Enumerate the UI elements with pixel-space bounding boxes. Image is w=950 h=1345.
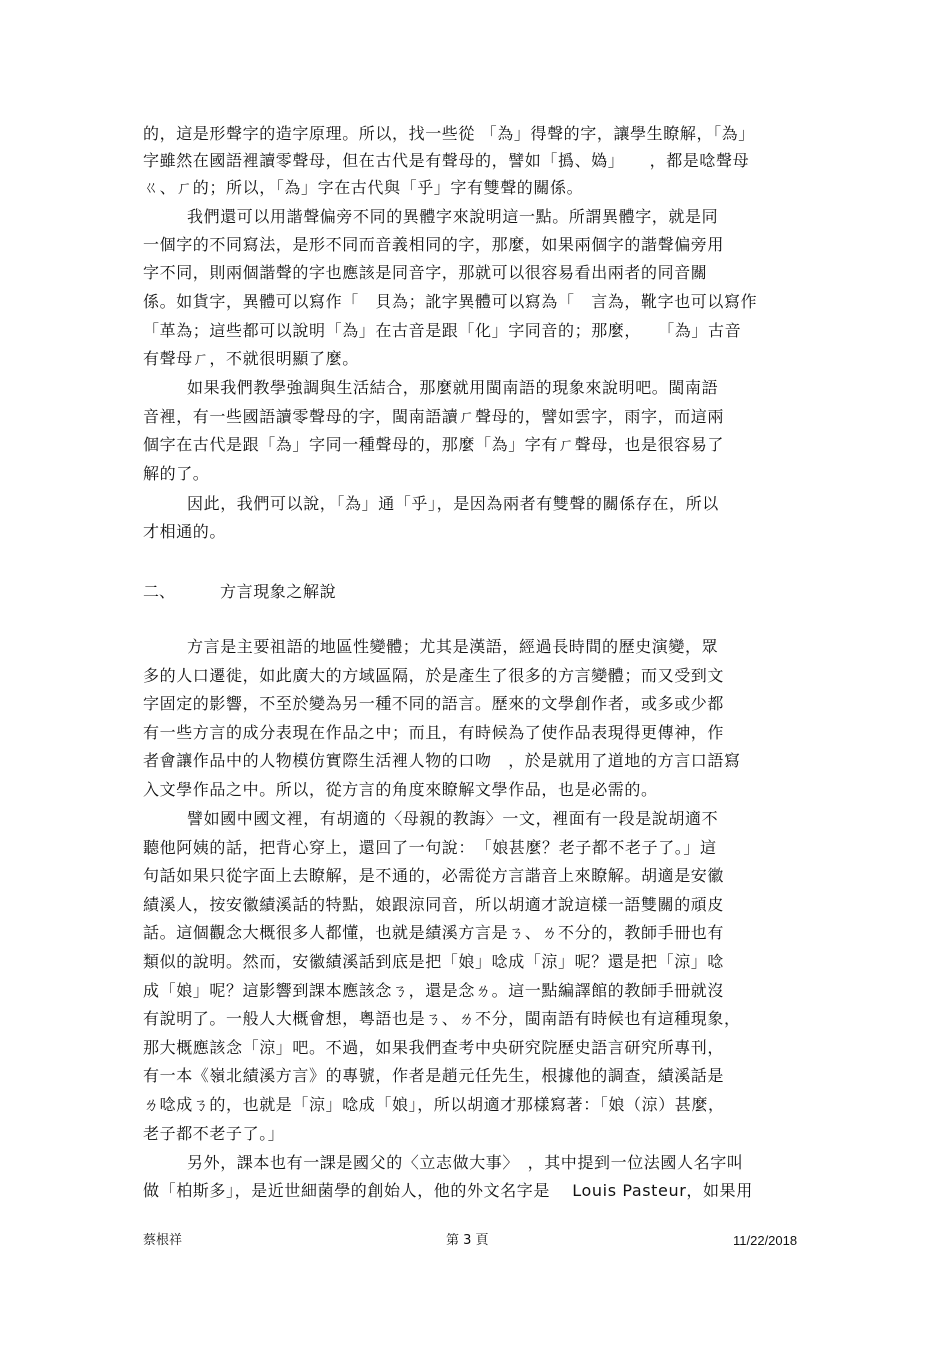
body-line: 類似的說明。然而，安徽績溪話到底是把「娘」唸成「涼」呢？還是把「涼」唸 — [143, 952, 725, 971]
body-line: 如果我們教學強調與生活結合，那麼就用閩南語的現象來說明吧。閩南語 — [187, 378, 719, 397]
body-line: 我們還可以用諧聲偏旁不同的異體字來說明這一點。所謂異體字，就是同 — [187, 207, 719, 226]
body-line: 才相通的。 — [143, 522, 227, 541]
body-line: 「革為；這些都可以說明「為」在古音是跟「化」字同音的；那麼， 「為」古音 — [143, 321, 742, 340]
body-line: 句話如果只從字面上去瞭解，是不通的，必需從方言諧音上來瞭解。胡適是安徽 — [143, 866, 725, 885]
body-line: 字固定的影響，不至於變為另一種不同的語言。歷來的文學創作者，或多或少都 — [143, 694, 725, 713]
body-line: 做「柏斯多」，是近世細菌學的創始人，他的外文名字是 Louis Pasteur，如果用 — [143, 1181, 753, 1200]
body-line: 的，這是形聲字的造字原理。所以，找一些從 「為」得聲的字，讓學生瞭解，「為」 — [143, 124, 755, 143]
body-line: 字不同，則兩個諧聲的字也應該是同音字，那就可以很容易看出兩者的同音關 — [143, 263, 708, 282]
section-number: 二、 — [143, 582, 176, 601]
body-line: 多的人口遷徙，如此廣大的方域區隔，於是產生了很多的方言變體；而又受到文 — [143, 666, 725, 685]
body-line: 音裡，有一些國語讀零聲母的字，閩南語讀ㄏ聲母的，譬如雲字，雨字，而這兩 — [143, 407, 725, 426]
body-line: 績溪人，按安徽績溪話的特點，娘跟涼同音，所以胡適才說這樣一語雙關的頑皮 — [143, 895, 725, 914]
body-line: 話。這個觀念大概很多人都懂，也就是績溪方言是ㄋ、ㄌ不分的，教師手冊也有 — [143, 923, 725, 942]
body-line: ㄍ、ㄏ的；所以，「為」字在古代與「乎」字有雙聲的關係。 — [143, 178, 584, 197]
body-line: 入文學作品之中。所以，從方言的角度來瞭解文學作品，也是必需的。 — [143, 780, 658, 799]
body-line: 那大概應該念「涼」吧。不過，如果我們查考中央研究院歷史語言研究所專刊， — [143, 1038, 725, 1057]
body-line: 方言是主要祖語的地區性變體；尤其是漢語，經過長時間的歷史演變，眾 — [187, 637, 719, 656]
section-heading: 方言現象之解說 — [220, 582, 337, 601]
body-line: 有聲母ㄏ，不就很明顯了麼。 — [143, 349, 359, 368]
body-line: 有一些方言的成分表現在作品之中；而且，有時候為了使作品表現得更傳神，作 — [143, 723, 725, 742]
body-line: 有說明了。一般人大概會想，粵語也是ㄋ、ㄌ不分，閩南語有時候也有這種現象， — [143, 1009, 741, 1028]
body-line: 成「娘」呢？這影響到課本應該念ㄋ，還是念ㄌ。這一點編譯館的教師手冊就沒 — [143, 981, 725, 1000]
body-line: 個字在古代是跟「為」字同一種聲母的，那麼「為」字有ㄏ聲母，也是很容易了 — [143, 435, 725, 454]
body-line: 老子都不老子了。」 — [143, 1124, 285, 1143]
body-line: 另外，課本也有一課是國父的〈立志做大事〉 ，其中提到一位法國人名字叫 — [187, 1153, 744, 1172]
footer-page-number: 第 3 頁 — [446, 1233, 489, 1248]
body-line: 係。如貨字，異體可以寫作「 貝為；訛字異體可以寫為「 言為，靴字也可以寫作 — [143, 292, 758, 311]
body-line: 因此，我們可以說，「為」通「乎」，是因為兩者有雙聲的關係存在，所以 — [187, 494, 719, 513]
body-line: 一個字的不同寫法，是形不同而音義相同的字，那麼，如果兩個字的諧聲偏旁用 — [143, 235, 725, 254]
body-line: ㄌ唸成ㄋ的，也就是「涼」唸成「娘」，所以胡適才那樣寫著：「娘（涼）甚麼， — [143, 1095, 725, 1114]
body-line: 解的了。 — [143, 464, 210, 483]
footer-date: 11/22/2018 — [733, 1233, 798, 1248]
body-line: 譬如國中國文裡，有胡適的〈母親的教誨〉一文，裡面有一段是說胡適不 — [187, 809, 719, 828]
body-line: 字雖然在國語裡讀零聲母，但在古代是有聲母的，譬如「撝、媯」 ，都是唸聲母 — [143, 151, 750, 170]
body-line: 者會讓作品中的人物模仿實際生活裡人物的口吻 ，於是就用了道地的方言口語寫 — [143, 751, 741, 770]
footer-author: 蔡根祥 — [143, 1233, 183, 1248]
body-line: 聽他阿姨的話，把背心穿上，還回了一句說： 「娘甚麼？老子都不老子了。」這 — [143, 838, 717, 857]
body-line: 有一本《嶺北績溪方言》的專號，作者是趙元任先生，根據他的調查，績溪話是 — [143, 1066, 725, 1085]
